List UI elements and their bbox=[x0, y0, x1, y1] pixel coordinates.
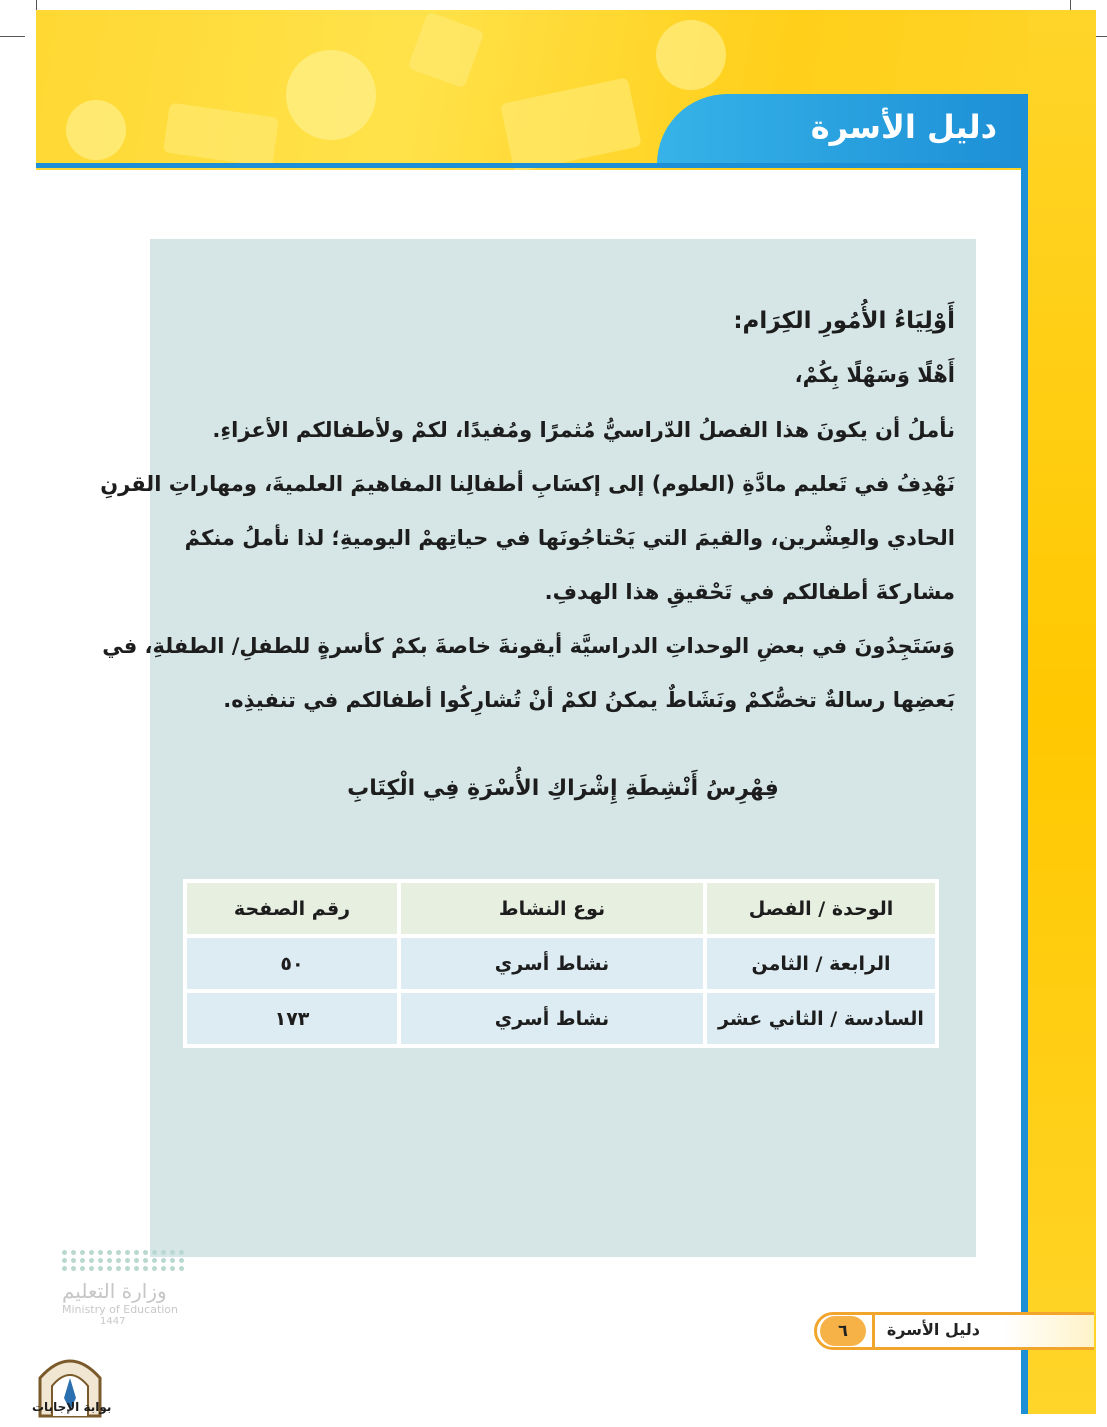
table-cell: نشاط أسري bbox=[399, 936, 705, 991]
footer-divider bbox=[872, 1315, 875, 1347]
logo-year: 1447 bbox=[100, 1316, 126, 1327]
column-header: نوع النشاط bbox=[399, 881, 705, 936]
activities-index-table bbox=[183, 879, 939, 1048]
table-cell: السادسة / الثاني عشر bbox=[705, 991, 937, 1046]
table-cell: نشاط أسري bbox=[399, 991, 705, 1046]
letter-greeting: أَوْلِيَاءُ الأُمُورِ الكِرَام: bbox=[733, 308, 955, 334]
decorative-shape bbox=[163, 103, 279, 168]
table-cell: الرابعة / الثامن bbox=[705, 936, 937, 991]
header-underline bbox=[36, 163, 1026, 168]
table-header-row bbox=[185, 881, 937, 936]
crop-mark bbox=[0, 36, 25, 37]
letter-welcome: أَهْلًا وَسَهْلًا بِكُمْ، bbox=[794, 363, 955, 387]
letter-line: مشاركةَ أطفالكم في تَحْقيقِ هذا الهدفِ. bbox=[544, 580, 955, 604]
letter-line: نأملُ أن يكونَ هذا الفصلُ الدّراسيُّ مُثمرًا ومُفيدًا، لكمْ ولأطفالكم الأعزاءِ. bbox=[212, 418, 955, 442]
ministry-name-english: Ministry of Education bbox=[62, 1303, 179, 1316]
footer-tail bbox=[1004, 1312, 1094, 1350]
side-decoration bbox=[1028, 10, 1096, 1414]
footer-label: دليل الأسرة bbox=[886, 1320, 980, 1339]
ministry-name-arabic: وزارة التعليم bbox=[62, 1279, 167, 1303]
table-cell: ١٧٣ bbox=[185, 991, 399, 1046]
table-row bbox=[185, 991, 937, 1046]
side-border bbox=[1021, 94, 1028, 1414]
decorative-circle bbox=[66, 100, 126, 160]
table-cell: ٥٠ bbox=[185, 936, 399, 991]
content-panel bbox=[100, 239, 976, 1257]
column-header: الوحدة / الفصل bbox=[705, 881, 937, 936]
index-title: فِهْرِسُ أَنْشِطَةِ إِشْرَاكِ الأُسْرَةِ فِي الْكِتَابِ bbox=[347, 776, 779, 801]
page-title: دليل الأسرة bbox=[810, 108, 997, 146]
table-row bbox=[185, 936, 937, 991]
letter-line: نَهْدِفُ في تَعليم مادَّةِ (العلوم) إلى إكسَابِ أطفالِنا المفاهيمَ العلميةَ، ومهاراتِ القرنِ bbox=[100, 472, 955, 496]
watermark-label: بوابة الإجابات bbox=[32, 1400, 112, 1414]
decorative-circle bbox=[656, 20, 726, 90]
decorative-shape bbox=[500, 77, 642, 170]
decorative-circle bbox=[286, 50, 376, 140]
page-number: ٦ bbox=[820, 1316, 866, 1346]
decorative-shape bbox=[408, 12, 485, 89]
page-footer bbox=[814, 1312, 1094, 1352]
logo-dots bbox=[62, 1250, 202, 1271]
letter-line: بَعضِها رسالةٌ تخصُّكمْ ونَشَاطٌ يمكنُ لكمْ أنْ تُشارِكُوا أطفالكم في تنفيذِه. bbox=[223, 688, 955, 712]
letter-line: الحادي والعِشْرين، والقيمَ التي يَحْتاجُونَها في حياتِهمْ اليوميةِ؛ لذا نأملُ منكمْ bbox=[184, 526, 955, 550]
column-header: رقم الصفحة bbox=[185, 881, 399, 936]
letter-line: وَسَتَجِدُونَ في بعضِ الوحداتِ الدراسيَّة أيقونةَ خاصةَ بكمْ كأسرةٍ للطفلِ/ الطفلةِ، في bbox=[102, 634, 955, 658]
